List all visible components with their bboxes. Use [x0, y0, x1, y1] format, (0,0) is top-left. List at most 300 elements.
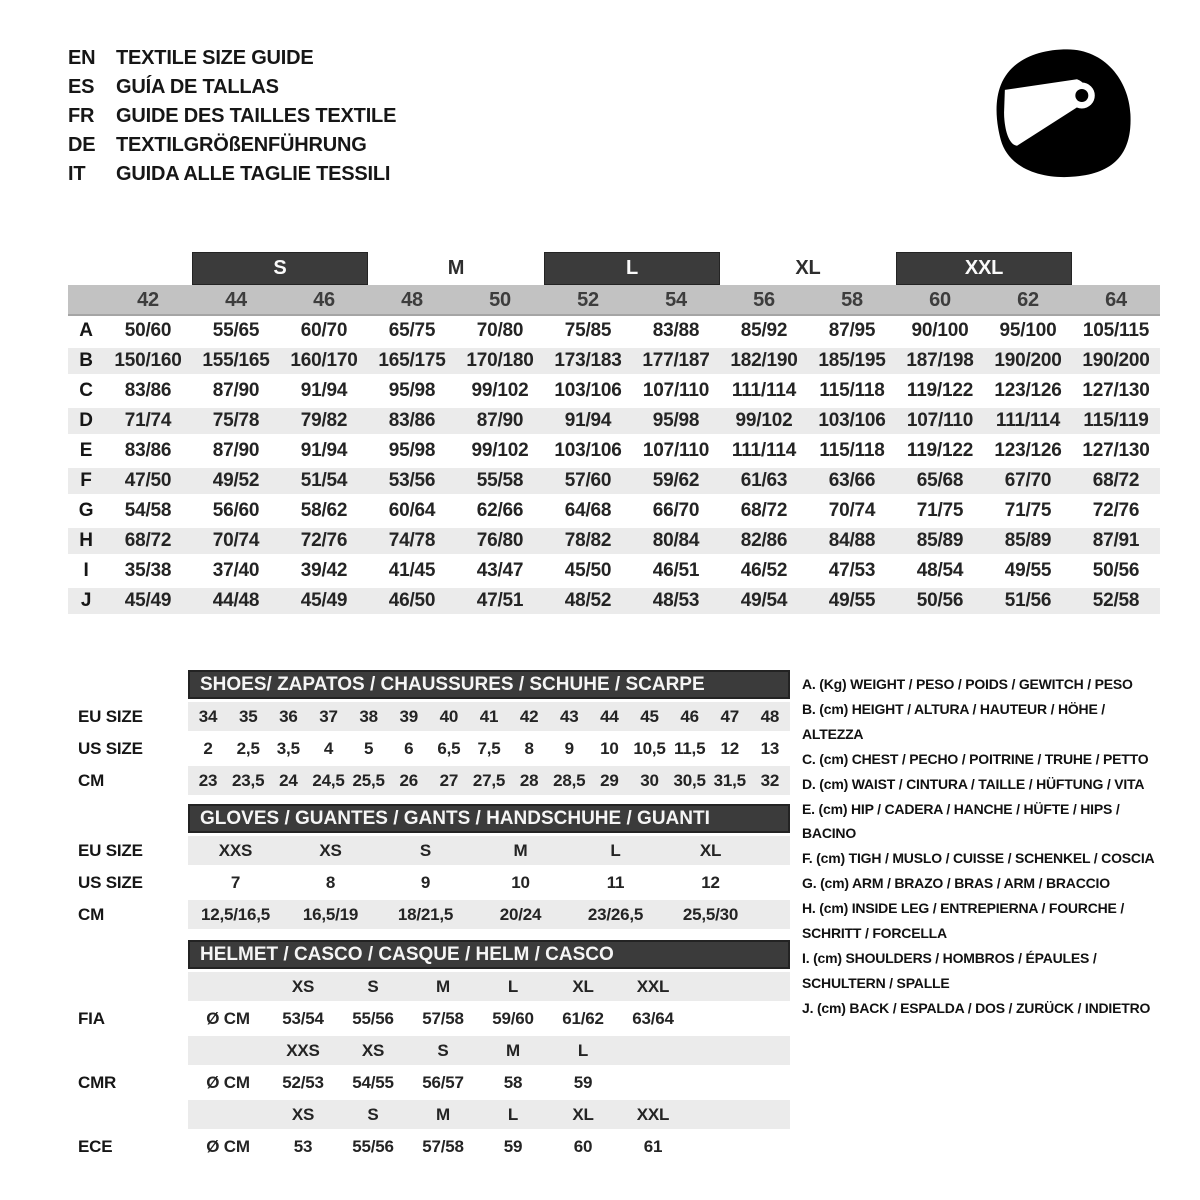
helmet-value-cell: 56/57 — [422, 1072, 464, 1092]
shoe-cell: 8 — [524, 738, 534, 758]
glove-row-label: CM — [78, 904, 105, 924]
size-number: 56 — [753, 289, 775, 311]
measurement-cell: 51/56 — [1004, 590, 1052, 611]
shoe-cell: 24 — [279, 770, 298, 790]
measurement-cell: 59/62 — [652, 470, 700, 491]
helmet-value-band — [188, 1068, 790, 1097]
shoe-cell: 26 — [399, 770, 418, 790]
measurement-cell: 115/118 — [819, 380, 885, 401]
shoe-row-label: CM — [78, 770, 105, 790]
glove-cell: 16,5/19 — [302, 904, 359, 924]
size-number: 44 — [225, 289, 247, 311]
measurement-cell: 107/110 — [642, 380, 710, 401]
legend-item: J. (cm) BACK / ESPALDA / DOS / ZURÜCK / INDIETRO — [802, 999, 1151, 1016]
measurement-row-i — [68, 556, 1160, 586]
helmet-value-cell: 52/53 — [282, 1072, 324, 1092]
measurement-cell: 185/195 — [818, 350, 886, 371]
glove-row-label: US SIZE — [78, 872, 143, 892]
helmet-size-cell: XS — [291, 976, 315, 996]
language-code: DE — [68, 134, 96, 156]
measurement-cell: 107/110 — [906, 410, 974, 431]
measurement-row-h — [68, 526, 1160, 556]
helmet-size-cell: L — [507, 976, 519, 996]
helmet-standard-label: FIA — [78, 1008, 105, 1028]
helmet-value-band — [188, 1132, 790, 1161]
measurement-cell: 85/89 — [1004, 530, 1052, 551]
size-number: 54 — [665, 289, 687, 311]
lower-area — [68, 670, 1160, 1164]
glove-cell: 18/21,5 — [397, 904, 454, 924]
shoe-cell: 37 — [319, 706, 338, 726]
measurement-cell: 95/98 — [388, 440, 436, 461]
shoes-header-spacer — [68, 670, 188, 699]
size-number: 42 — [137, 289, 159, 311]
measurement-cell: 83/88 — [652, 320, 700, 341]
measurement-row-c — [68, 376, 1160, 406]
gloves-header-spacer — [68, 804, 188, 833]
measurement-cell: 58/62 — [300, 500, 348, 521]
shoe-cell: 40 — [439, 706, 459, 726]
helmet-header-spacer — [68, 940, 188, 969]
shoe-cell: 13 — [760, 738, 780, 758]
shoe-cell: 25,5 — [352, 770, 385, 790]
measurement-cell: 79/82 — [300, 410, 348, 431]
row-label: J — [80, 590, 92, 611]
helmet-size-cell: M — [436, 1104, 450, 1124]
shoe-cell: 4 — [323, 738, 334, 758]
helmet-size-band — [188, 1036, 790, 1065]
measurement-cell: 50/56 — [1092, 560, 1140, 581]
shoe-cell: 23 — [198, 770, 218, 790]
helmet-standard-label: CMR — [78, 1072, 117, 1092]
helmet-size-row-cmr — [68, 1036, 790, 1065]
shoe-cell: 42 — [519, 706, 539, 726]
language-row — [68, 44, 396, 73]
helmet-value-cell: 61 — [643, 1136, 663, 1156]
glove-cell: L — [610, 840, 621, 860]
shoe-cell: 38 — [359, 706, 378, 726]
measurement-cell: 67/70 — [1004, 470, 1052, 491]
measurement-row-g — [68, 496, 1160, 526]
measurement-cell: 66/70 — [652, 500, 700, 521]
measurement-cell: 35/38 — [124, 560, 172, 581]
measurement-cell: 60/64 — [388, 500, 436, 521]
helmet-size-cell: S — [367, 1104, 379, 1124]
glove-cell: 10 — [511, 872, 530, 892]
language-title: TEXTILGRÖßENFÜHRUNG — [116, 134, 367, 156]
legend-item: A. (Kg) WEIGHT / PESO / POIDS / GEWITCH / PESO — [802, 676, 1133, 692]
shoe-cell: 43 — [560, 706, 579, 726]
measurement-cell: 90/100 — [911, 320, 969, 341]
measurement-cell: 173/183 — [554, 350, 622, 371]
measurement-cell: 78/82 — [564, 530, 612, 551]
glove-cell: 25,5/30 — [682, 904, 739, 924]
measurement-rows — [68, 316, 1160, 616]
shoe-cell: 12 — [720, 738, 740, 758]
shoe-cell: 30 — [640, 770, 659, 790]
measurement-cell: 91/94 — [300, 380, 348, 401]
row-label: F — [80, 470, 92, 491]
helmet-value-cell: 55/56 — [352, 1008, 394, 1028]
shoe-cell: 6 — [404, 738, 414, 758]
glove-cell: M — [513, 840, 528, 860]
measurement-cell: 123/126 — [994, 440, 1062, 461]
helmet-standard-label: ECE — [78, 1136, 113, 1156]
glove-cell: XXS — [218, 840, 253, 860]
helmet-value-cell: 57/58 — [422, 1008, 464, 1028]
measurement-cell: 41/45 — [388, 560, 436, 581]
size-number: 58 — [841, 289, 863, 311]
glove-cell: 8 — [325, 872, 336, 892]
shoe-cell: 10 — [600, 738, 619, 758]
shoe-cell: 32 — [760, 770, 780, 790]
helmet-value-cell: 53/54 — [282, 1008, 324, 1028]
helmet-unit-label: Ø CM — [206, 1008, 250, 1028]
measurement-cell: 91/94 — [564, 410, 612, 431]
glove-row — [68, 868, 790, 897]
measurement-cell: 53/56 — [388, 470, 436, 491]
helmet-row-spacer — [68, 1100, 188, 1129]
helmet-value-cell: 55/56 — [352, 1136, 394, 1156]
helmet-row-spacer — [68, 1036, 188, 1065]
measurement-cell: 111/114 — [731, 440, 797, 461]
row-label: H — [79, 530, 93, 551]
measurement-cell: 115/119 — [1083, 410, 1149, 431]
measurement-cell: 99/102 — [471, 440, 529, 461]
legend-item: C. (cm) CHEST / PECHO / POITRINE / TRUHE / PETTO — [802, 750, 1149, 767]
language-row — [68, 102, 396, 131]
apparel-size-table — [68, 252, 1160, 616]
measurement-cell: 111/114 — [731, 380, 797, 401]
row-label: A — [79, 320, 93, 341]
helmet-size-band — [188, 972, 790, 1001]
language-code: ES — [68, 76, 95, 98]
shoe-row — [68, 766, 790, 795]
helmet-value-cell: 53 — [293, 1136, 313, 1156]
measurement-cell: 46/51 — [652, 560, 700, 581]
helmet-value-band — [188, 1004, 790, 1033]
glove-row — [68, 900, 790, 929]
shoe-cell: 30,5 — [673, 770, 706, 790]
shoe-cell: 41 — [479, 706, 499, 726]
language-code: IT — [68, 163, 86, 185]
measurement-cell: 87/90 — [476, 410, 524, 431]
helmet-size-cell: XS — [361, 1040, 385, 1060]
shoe-cell: 10,5 — [633, 738, 666, 758]
measurement-cell: 190/200 — [994, 350, 1062, 371]
measurement-cell: 127/130 — [1082, 440, 1150, 461]
shoe-cell: 6,5 — [437, 738, 461, 758]
measurement-cell: 187/198 — [906, 350, 974, 371]
measurement-cell: 45/49 — [300, 590, 348, 611]
measurement-cell: 61/63 — [740, 470, 788, 491]
language-code: FR — [68, 105, 95, 127]
helmet-size-cell: M — [506, 1040, 520, 1060]
measurement-row-j — [68, 586, 1160, 616]
measurement-cell: 99/102 — [471, 380, 529, 401]
helmet-value-cell: 57/58 — [422, 1136, 464, 1156]
glove-cell: S — [419, 840, 432, 860]
shoe-cell: 47 — [720, 706, 740, 726]
helmet-value-cell: 60 — [573, 1136, 593, 1156]
row-label: D — [79, 410, 93, 431]
measurement-cell: 87/91 — [1092, 530, 1140, 551]
helmet-size-cell: M — [436, 976, 450, 996]
legend-panel — [802, 670, 1160, 1164]
measurement-cell: 46/52 — [740, 560, 788, 581]
measurement-cell: 123/126 — [994, 380, 1062, 401]
measurement-cell: 99/102 — [735, 410, 793, 431]
measurement-cell: 72/76 — [1092, 500, 1140, 521]
legend-item: G. (cm) ARM / BRAZO / BRAS / ARM / BRACCIO — [802, 875, 1110, 892]
measurement-cell: 165/175 — [378, 350, 446, 371]
measurement-cell: 47/51 — [476, 590, 524, 611]
helmet-size-cell: XXL — [636, 1104, 670, 1124]
legend-item: B. (cm) HEIGHT / ALTURA / HAUTEUR / HÖHE / ALTEZZA — [802, 700, 1105, 742]
language-title: TEXTILE SIZE GUIDE — [116, 47, 314, 69]
glove-cell: XL — [699, 840, 722, 860]
measurement-cell: 103/106 — [818, 410, 886, 431]
shoe-row-label: EU SIZE — [78, 706, 143, 726]
size-number: 48 — [401, 289, 423, 311]
measurement-cell: 72/76 — [300, 530, 348, 551]
shoe-cell: 29 — [600, 770, 619, 790]
measurement-cell: 48/52 — [564, 590, 612, 611]
shoe-row — [68, 702, 790, 731]
measurement-cell: 71/74 — [124, 410, 172, 431]
size-number: 64 — [1105, 289, 1127, 311]
language-title: GUIDA ALLE TAGLIE TESSILI — [116, 163, 391, 185]
glove-value-band — [188, 868, 790, 897]
glove-cell: 12,5/16,5 — [200, 904, 271, 924]
glove-value-band — [188, 836, 790, 865]
shoe-cell: 2,5 — [236, 738, 260, 758]
measurement-cell: 55/58 — [476, 470, 524, 491]
measurement-cell: 43/47 — [476, 560, 524, 581]
shoe-cell: 24,5 — [312, 770, 345, 790]
shoe-cell: 28,5 — [553, 770, 586, 790]
helmet-rows — [68, 972, 790, 1161]
measurement-cell: 48/54 — [916, 560, 964, 581]
language-code: EN — [68, 47, 96, 69]
shoe-cell: 34 — [198, 706, 218, 726]
page-header — [68, 36, 1160, 244]
gloves-header-bar: GLOVES / GUANTES / GANTS / HANDSCHUHE / GUANTI — [188, 804, 790, 833]
helmet-size-band — [188, 1100, 790, 1129]
measurement-cell: 49/52 — [212, 470, 260, 491]
helmet-size-cell: XL — [572, 976, 594, 996]
measurement-cell: 49/55 — [1004, 560, 1052, 581]
row-label: I — [83, 560, 89, 581]
measurement-cell: 105/115 — [1082, 320, 1150, 341]
legend-item: E. (cm) HIP / CADERA / HANCHE / HÜFTE / HIPS / BACINO — [802, 800, 1120, 842]
measurement-cell: 50/56 — [916, 590, 964, 611]
measurement-cell: 87/95 — [828, 320, 876, 341]
measurement-cell: 95/100 — [999, 320, 1057, 341]
helmet-size-cell: XL — [572, 1104, 594, 1124]
measurement-cell: 85/92 — [740, 320, 788, 341]
shoe-cell: 48 — [760, 706, 780, 726]
helmet-value-cell: 59 — [573, 1072, 593, 1092]
helmet-value-cell: 54/55 — [352, 1072, 394, 1092]
shoe-cell: 7,5 — [477, 738, 501, 758]
size-number: 52 — [577, 289, 599, 311]
shoe-value-band — [188, 702, 790, 731]
measurement-cell: 119/122 — [906, 440, 974, 461]
helmet-value-row-ece — [68, 1132, 790, 1161]
legend-list — [802, 672, 1160, 1021]
measurement-cell: 49/54 — [740, 590, 788, 611]
shoe-cell: 46 — [680, 706, 699, 726]
measurement-cell: 71/75 — [916, 500, 964, 521]
measurement-row-a — [68, 316, 1160, 346]
helmet-size-cell: L — [577, 1040, 589, 1060]
measurement-cell: 39/42 — [300, 560, 348, 581]
language-title: GUÍA DE TALLAS — [116, 76, 279, 98]
measurement-cell: 49/55 — [828, 590, 876, 611]
measurement-cell: 87/90 — [212, 380, 260, 401]
size-group-s: S — [192, 252, 368, 285]
measurement-cell: 177/187 — [642, 350, 710, 371]
shoe-cell: 45 — [640, 706, 659, 726]
helmet-size-cell: S — [437, 1040, 449, 1060]
helmet-value-row-cmr — [68, 1068, 790, 1097]
size-number: 62 — [1017, 289, 1039, 311]
row-label: C — [79, 380, 93, 401]
glove-cell: 12 — [701, 872, 720, 892]
measurement-cell: 71/75 — [1004, 500, 1052, 521]
glove-row — [68, 836, 790, 865]
language-title: GUIDE DES TAILLES TEXTILE — [116, 105, 397, 127]
measurement-row-e — [68, 436, 1160, 466]
size-group-band — [68, 252, 1160, 285]
row-label: B — [79, 350, 93, 371]
measurement-cell: 75/78 — [212, 410, 260, 431]
shoe-cell: 3,5 — [276, 738, 300, 758]
measurement-cell: 84/88 — [828, 530, 876, 551]
shoe-row — [68, 734, 790, 763]
shoe-cell: 5 — [363, 738, 374, 758]
measurement-cell: 75/85 — [564, 320, 612, 341]
shoe-cell: 11,5 — [673, 738, 706, 758]
gloves-section — [68, 804, 790, 929]
shoe-cell: 31,5 — [713, 770, 746, 790]
glove-cell: 9 — [420, 872, 431, 892]
gloves-header-row — [68, 804, 790, 833]
legend-item: H. (cm) INSIDE LEG / ENTREPIERNA / FOURCHE / SCHRITT / FORCELLA — [802, 900, 1125, 942]
size-group-xl: XL — [795, 257, 821, 279]
size-number: 50 — [489, 289, 511, 311]
shoe-cell: 23,5 — [232, 770, 265, 790]
measurement-cell: 95/98 — [388, 380, 436, 401]
measurement-cell: 46/50 — [388, 590, 436, 611]
shoe-value-band — [188, 766, 790, 795]
measurement-cell: 76/80 — [476, 530, 524, 551]
size-number-row — [68, 285, 1160, 316]
legend-item: D. (cm) WAIST / CINTURA / TAILLE / HÜFTUNG / VITA — [802, 775, 1145, 792]
measurement-cell: 70/74 — [212, 530, 260, 551]
shoe-cell: 28 — [519, 770, 539, 790]
measurement-cell: 51/54 — [300, 470, 348, 491]
measurement-row-d — [68, 406, 1160, 436]
shoe-cell: 35 — [238, 706, 258, 726]
row-label: G — [78, 500, 94, 521]
measurement-cell: 63/66 — [828, 470, 876, 491]
measurement-cell: 62/66 — [476, 500, 524, 521]
helmet-size-cell: XXL — [636, 976, 670, 996]
measurement-cell: 127/130 — [1082, 380, 1150, 401]
gloves-rows — [68, 836, 790, 929]
racing-helmet-icon — [983, 38, 1145, 205]
language-title-list — [68, 36, 396, 189]
shoes-header-bar: SHOES/ ZAPATOS / CHAUSSURES / SCHUHE / SCARPE — [188, 670, 790, 699]
shoes-section — [68, 670, 790, 795]
glove-cell: 7 — [230, 872, 241, 892]
shoe-value-band — [188, 734, 790, 763]
measurement-cell: 182/190 — [730, 350, 798, 371]
measurement-cell: 150/160 — [114, 350, 182, 371]
measurement-cell: 68/72 — [740, 500, 788, 521]
glove-cell: 23/26,5 — [587, 904, 644, 924]
measurement-cell: 160/170 — [290, 350, 358, 371]
size-group-m: M — [447, 257, 465, 279]
measurement-cell: 80/84 — [652, 530, 700, 551]
legend-item: F. (cm) TIGH / MUSLO / CUISSE / SCHENKEL / COSCIA — [802, 850, 1155, 867]
measurement-cell: 74/78 — [388, 530, 436, 551]
shoe-cell: 39 — [399, 706, 418, 726]
row-label: E — [79, 440, 93, 461]
measurement-cell: 45/49 — [124, 590, 172, 611]
helmet-unit-label: Ø CM — [206, 1072, 250, 1092]
shoe-cell: 36 — [279, 706, 298, 726]
language-row — [68, 160, 396, 189]
measurement-cell: 107/110 — [642, 440, 710, 461]
language-row — [68, 73, 396, 102]
glove-cell: XS — [319, 840, 342, 860]
measurement-cell: 57/60 — [564, 470, 612, 491]
measurement-cell: 44/48 — [212, 590, 260, 611]
legend-item: I. (cm) SHOULDERS / HOMBROS / ÉPAULES / SCHULTERN / SPALLE — [802, 949, 1097, 991]
helmet-size-cell: L — [507, 1104, 519, 1124]
measurement-cell: 70/74 — [828, 500, 876, 521]
measurement-cell: 70/80 — [476, 320, 524, 341]
sub-tables-column — [68, 670, 790, 1164]
measurement-cell: 65/68 — [916, 470, 964, 491]
measurement-cell: 68/72 — [1092, 470, 1140, 491]
glove-cell: 20/24 — [499, 904, 542, 924]
measurement-cell: 190/200 — [1082, 350, 1150, 371]
helmet-header-row — [68, 940, 790, 969]
helmet-size-cell: XS — [291, 1104, 315, 1124]
shoes-header-row — [68, 670, 790, 699]
measurement-cell: 56/60 — [212, 500, 260, 521]
size-number: 60 — [929, 289, 951, 311]
measurement-cell: 48/53 — [652, 590, 700, 611]
measurement-cell: 45/50 — [564, 560, 612, 581]
shoe-row-label: US SIZE — [78, 738, 143, 758]
helmet-value-cell: 59/60 — [492, 1008, 534, 1028]
helmet-value-cell: 59 — [503, 1136, 523, 1156]
measurement-cell: 60/70 — [300, 320, 348, 341]
measurement-cell: 103/106 — [554, 380, 622, 401]
measurement-cell: 47/50 — [124, 470, 172, 491]
shoe-cell: 44 — [600, 706, 619, 726]
measurement-cell: 52/58 — [1092, 590, 1140, 611]
helmet-value-cell: 63/64 — [632, 1008, 674, 1028]
measurement-cell: 37/40 — [212, 560, 260, 581]
helmet-size-row-fia — [68, 972, 790, 1001]
measurement-cell: 87/90 — [212, 440, 260, 461]
